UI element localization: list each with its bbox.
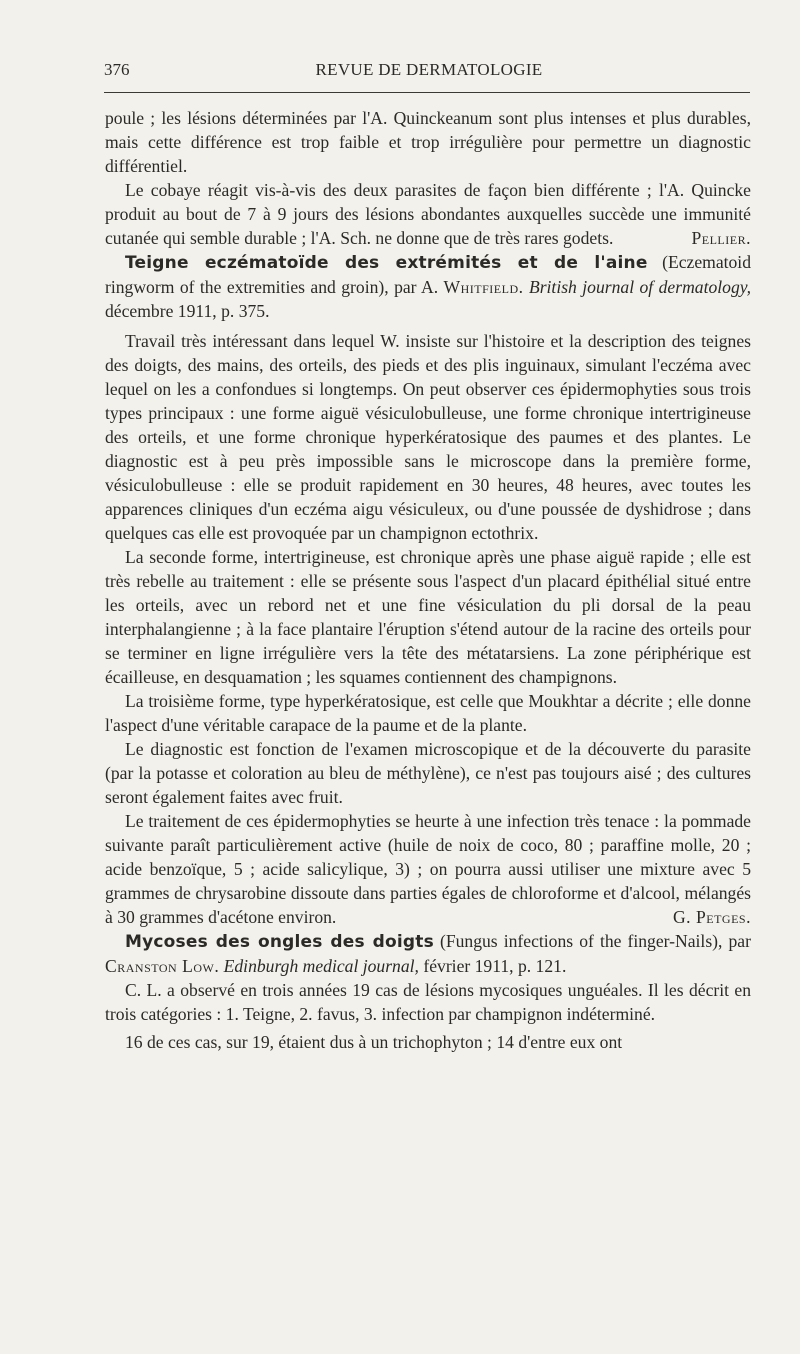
review-author: Cranston Low. xyxy=(105,956,220,976)
review-heading xyxy=(105,250,751,323)
review-heading xyxy=(105,929,751,978)
review-date: février 1911, p. 121. xyxy=(418,956,567,976)
paragraph-text: Le traitement de ces épidermophyties se heurte à une infection très tenace : la pommade suivante paraît particulièrement active (huile de noix de coco, 80 ; paraffine molle, 20 ; acide benzoïque, 5 ; acide salicylique, 3) ; on pourra aussi utiliser une mixture avec 5 grammes de chrysarobine dissoute dans parties égales de chloroforme et d'alcool, mélangés à 30 grammes d'acétone environ. xyxy=(105,811,751,927)
review-title: Mycoses des ongles des doigts xyxy=(125,932,434,952)
article-body xyxy=(105,106,751,1054)
signature: G. Petges. xyxy=(672,907,751,927)
paragraph-text: Le cobaye réagit vis-à-vis des deux parasites de façon bien différente ; l'A. Quincke produit au bout de 7 à 9 jours des lésions abondantes auxquelles succède une immunité cutanée qui semble durable ; l'A. Sch. ne donne que de très rares godets. xyxy=(105,180,751,248)
review-journal: Edinburgh medical journal, xyxy=(219,956,419,976)
paragraph: poule ; les lésions déterminées par l'A. Quinckeanum sont plus intenses et plus durables, mais cette différence est trop faible et trop irrégulière pour permettre un diagnostic différentiel. xyxy=(105,108,751,176)
paragraph: La seconde forme, intertrigineuse, est chronique après une phase aiguë rapide ; elle est très rebelle au traitement : elle se présente sous l'aspect d'un placard épithélial situé entre les orteils, avec un rebord net et une fine vésiculation du pli dorsal de la peau interphalangienne ; à la face plantaire l'éruption s'étend autour de la racine des orteils pour se terminer en ligne irrégulière vers la tête des métatarsiens. La zone périphérique est écailleuse, en desquamation ; les squames contiennent des champignons. xyxy=(105,547,751,687)
paragraph: La troisième forme, type hyperkératosique, est celle que Moukhtar a décrite ; elle donne l'aspect d'une véritable carapace de la paume et de la plante. xyxy=(105,691,751,735)
signature: Pellier. xyxy=(691,228,751,248)
paragraph xyxy=(105,178,751,250)
review-title: Teigne eczématoïde des extrémités et de l'aine xyxy=(125,253,648,273)
review-author: Whitfield. xyxy=(443,277,524,297)
page-number: 376 xyxy=(104,60,130,79)
review-english-title: (Fungus infections of the finger-Nails), par xyxy=(433,931,751,951)
review-english-title: (Eczematoid ringworm of the extremities and groin), par A. xyxy=(105,252,751,297)
running-title: REVUE DE DERMATOLOGIE xyxy=(315,60,543,79)
paragraph: C. L. a observé en trois années 19 cas de lésions mycosiques unguéales. Il les décrit en trois catégories : 1. Teigne, 2. favus, 3. infection par champignon indéterminé. xyxy=(105,980,751,1024)
paragraph: 16 de ces cas, sur 19, étaient dus à un trichophyton ; 14 d'entre eux ont xyxy=(125,1032,623,1052)
paragraph: Travail très intéressant dans lequel W. insiste sur l'histoire et la description des teignes des doigts, des mains, des orteils, des pieds et des plis inguinaux, simulant l'eczéma avec lequel on les a confondues si longtemps. On peut observer ces épidermophyties sous trois types principaux : une forme aiguë vésiculobulleuse, une forme chronique intertrigineuse des orteils, et une forme chronique hyperkératosique des paumes et des plantes. Le diagnostic est à peu près impossible sans le microscope dans la première forme, vésiculobulleuse : elle se produit rapidement en 30 heures, 48 heures, avec toutes les apparences cliniques d'un eczéma aigu vésiculeux, ou d'une poussée de dyshidrose ; dans quelques cas elle est provoquée par un champignon ectothrix. xyxy=(105,331,751,543)
paragraph: Le diagnostic est fonction de l'examen microscopique et de la découverte du parasite (par la potasse et coloration au bleu de méthylène), ce n'est pas toujours aisé ; des cultures seront également faites avec fruit. xyxy=(105,739,751,807)
review-date: décembre 1911, p. 375. xyxy=(105,301,270,321)
review-journal: British journal of dermatology, xyxy=(523,277,751,297)
header-rule xyxy=(104,92,750,93)
paragraph xyxy=(105,809,751,929)
